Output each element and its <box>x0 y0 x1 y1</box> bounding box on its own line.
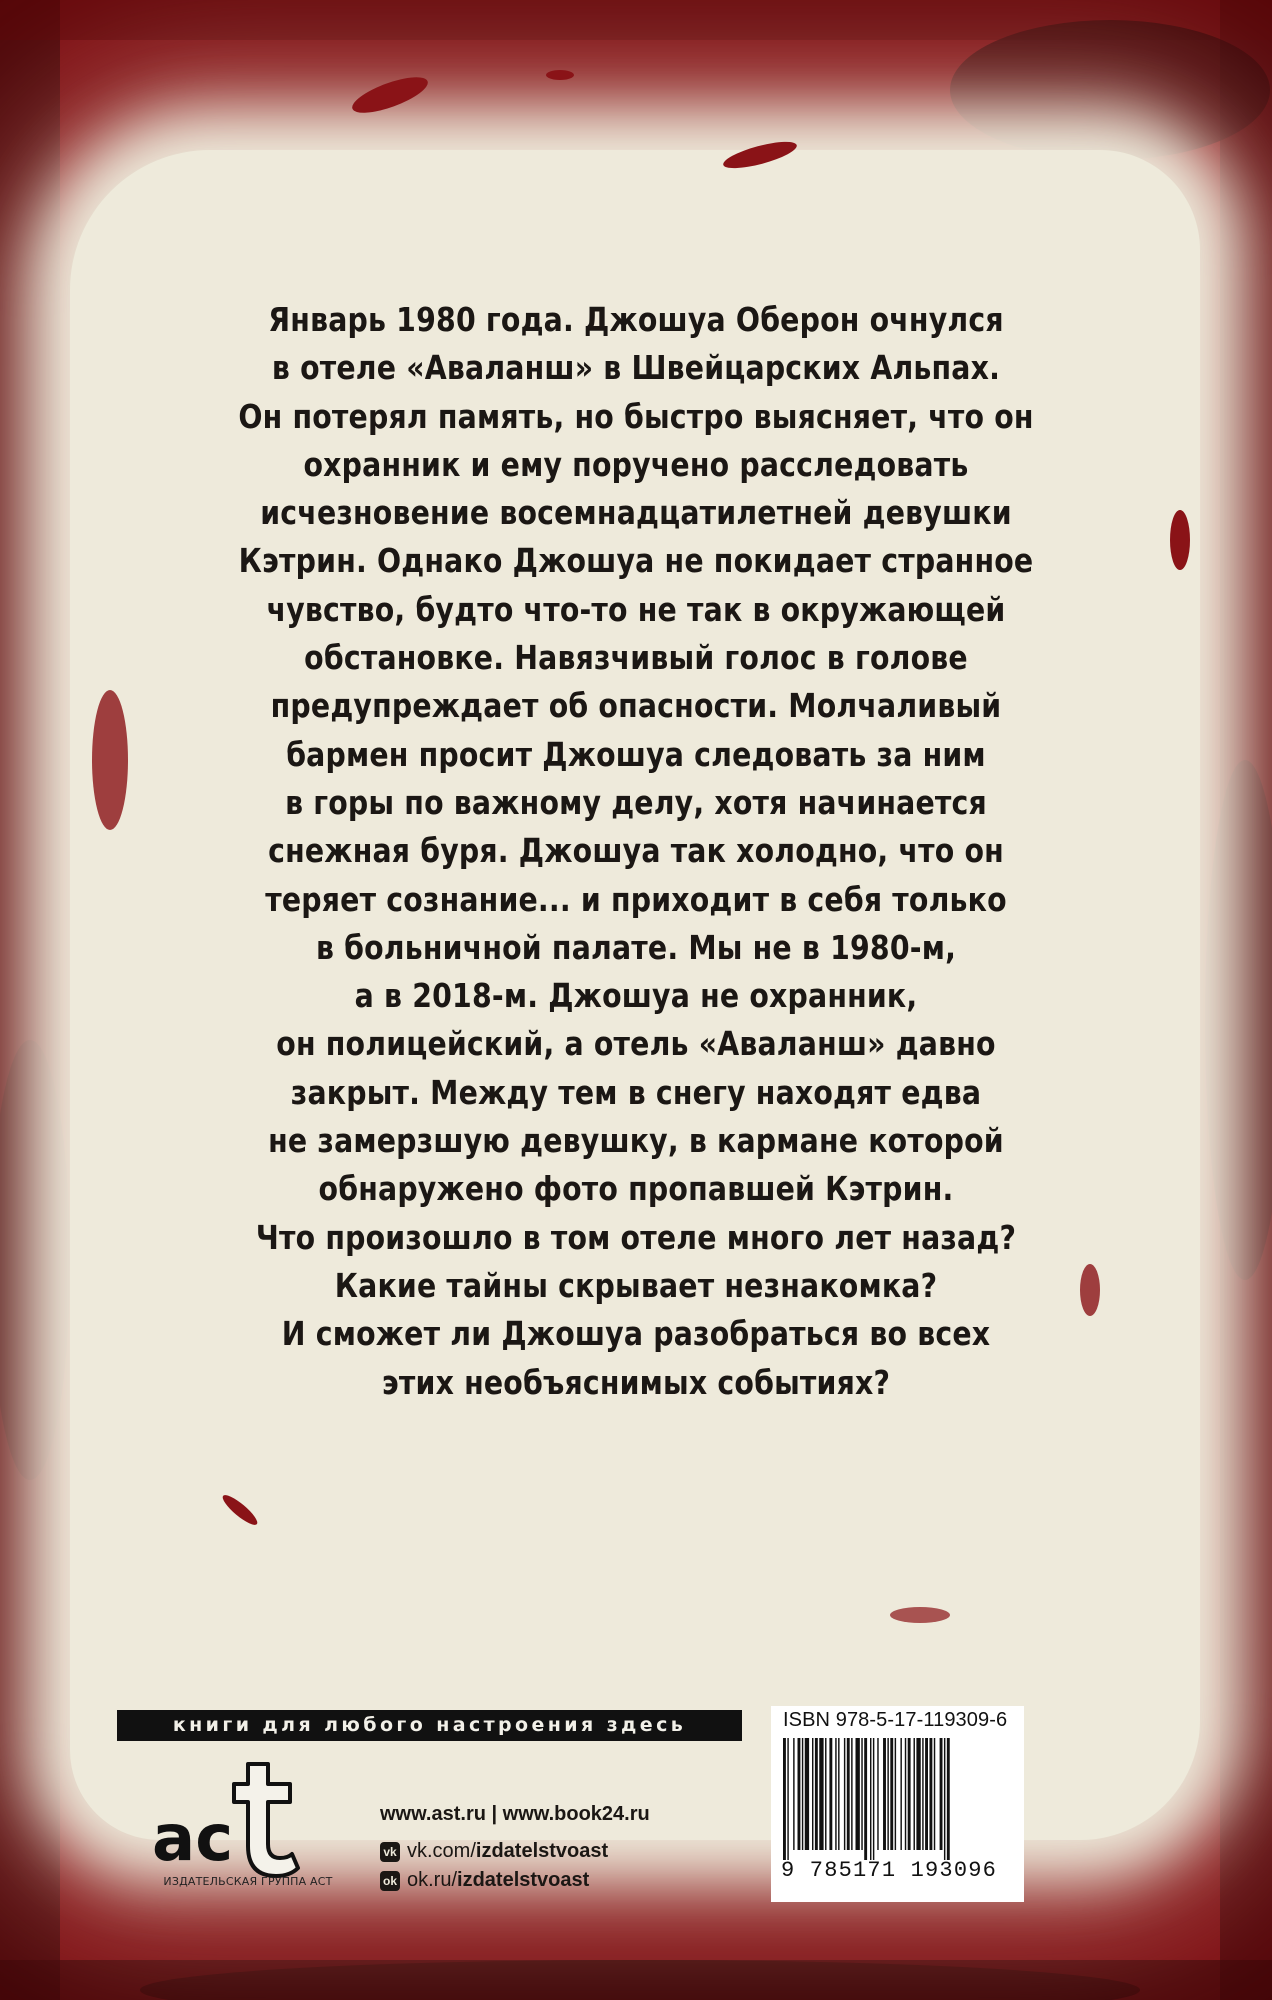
synopsis-line: теряет сознание... и приходит в себя только <box>265 879 1007 919</box>
barcode-bar <box>929 1738 932 1850</box>
ok-icon: ok <box>380 1871 400 1891</box>
barcode-bar <box>819 1738 823 1850</box>
ok-handle: izdatelstvoast <box>457 1869 590 1891</box>
barcode-bar <box>922 1738 923 1850</box>
barcode-bar <box>812 1738 813 1850</box>
synopsis-line: Какие тайны скрывает незнакомка? <box>334 1265 938 1305</box>
synopsis-line: не замерзшую девушку, в кармане которой <box>268 1121 1004 1161</box>
barcode-bar <box>844 1738 845 1850</box>
barcode-bar <box>947 1738 950 1860</box>
barcode-bar <box>802 1738 803 1850</box>
synopsis-line: в больничной палате. Мы не в 1980-м, <box>315 927 957 967</box>
barcode-bar <box>916 1738 920 1850</box>
barcode-bar <box>856 1738 860 1850</box>
barcode-bar <box>870 1738 871 1860</box>
barcode-bar <box>873 1738 874 1860</box>
synopsis-line: бармен просит Джошуа следовать за ним <box>286 734 986 774</box>
synopsis-line: Что произошло в том отеле много лет назад? <box>255 1217 1017 1257</box>
barcode-bar <box>925 1738 928 1850</box>
barcode-bar <box>914 1738 915 1850</box>
barcode-bar <box>900 1738 901 1850</box>
barcode-bar <box>825 1738 826 1850</box>
barcode-digits: 9 785171 193096 <box>781 1858 998 1883</box>
synopsis-line: Он потерял память, но быстро выясняет, что он <box>238 396 1034 436</box>
vk-handle: izdatelstvoast <box>475 1840 609 1862</box>
synopsis-line: снежная буря. Джошуа так холодно, что он <box>268 831 1004 871</box>
vk-icon: vk <box>380 1842 400 1862</box>
synopsis-line: И сможет ли Джошуа разобраться во всех <box>281 1314 991 1354</box>
synopsis-line: исчезновение восемнадцатилетней девушки <box>260 493 1012 533</box>
barcode-bar <box>934 1738 935 1850</box>
synopsis-line: охранник и ему поручено расследовать <box>303 444 969 484</box>
svg-text:ас: ас <box>152 1802 234 1876</box>
barcode-bar <box>940 1738 943 1850</box>
synopsis-line: он полицейский, а отель «Аваланш» давно <box>276 1024 996 1064</box>
synopsis-line: предупреждает об опасности. Молчаливый <box>270 686 1002 726</box>
barcode-bar <box>883 1738 886 1850</box>
tagline-banner: книги для любого настроения здесь <box>117 1710 742 1741</box>
synopsis-line: Кэтрин. Однако Джошуа не покидает странное <box>238 541 1034 581</box>
publisher-links <box>380 1803 650 1892</box>
barcode-bar <box>838 1738 839 1850</box>
synopsis-line: чувство, будто что-то не так в окружающей <box>266 589 1006 629</box>
websites-link[interactable]: www.ast.ru | www.book24.ru <box>380 1803 650 1825</box>
barcode-bar <box>851 1738 852 1850</box>
barcode-bar <box>905 1738 906 1850</box>
barcode-bar <box>829 1738 832 1850</box>
vk-link[interactable] <box>380 1840 650 1863</box>
barcode-bar <box>835 1738 836 1850</box>
barcode-bar <box>787 1738 788 1860</box>
synopsis-line: а в 2018-м. Джошуа не охранник, <box>354 976 918 1016</box>
synopsis-line: закрыт. Между тем в снегу находят едва <box>290 1072 982 1112</box>
ok-link[interactable] <box>380 1869 650 1892</box>
synopsis-line: Январь 1980 года. Джошуа Оберон очнулся <box>268 300 1004 339</box>
ok-domain: ok.ru/ <box>407 1869 458 1891</box>
barcode-bar <box>890 1738 893 1850</box>
barcode-bar <box>864 1738 867 1860</box>
barcode-bar <box>805 1738 809 1850</box>
barcode-bar <box>895 1738 896 1850</box>
barcode-bar <box>847 1738 850 1850</box>
barcode-graphic <box>781 1738 1015 1860</box>
barcode-bar <box>861 1738 862 1850</box>
book-synopsis <box>218 296 1054 1407</box>
synopsis-line: в отеле «Аваланш» в Швейцарских Альпах. <box>271 348 1001 388</box>
barcode-bar <box>793 1738 794 1850</box>
barcode-bar <box>877 1738 878 1850</box>
synopsis-line: этих необъяснимых событиях? <box>381 1362 891 1402</box>
barcode-bar <box>887 1738 888 1850</box>
vk-domain: vk.com/ <box>407 1840 476 1862</box>
publisher-caption: ИЗДАТЕЛЬСКАЯ ГРУППА АСТ <box>163 1875 333 1888</box>
barcode-bar <box>798 1738 801 1850</box>
barcode-bar <box>815 1738 818 1850</box>
barcode-bar <box>944 1738 945 1860</box>
barcode-bar <box>908 1738 911 1850</box>
synopsis-line: в горы по важному делу, хотя начинается <box>285 782 987 822</box>
synopsis-line: обнаружено фото пропавшей Кэтрин. <box>318 1169 954 1209</box>
synopsis-line: обстановке. Навязчивый голос в голове <box>304 638 968 678</box>
isbn-label: ISBN 978-5-17-119309-6 <box>783 1709 1008 1731</box>
barcode-bar <box>783 1738 786 1860</box>
ast-logo-icon <box>150 1760 340 1878</box>
